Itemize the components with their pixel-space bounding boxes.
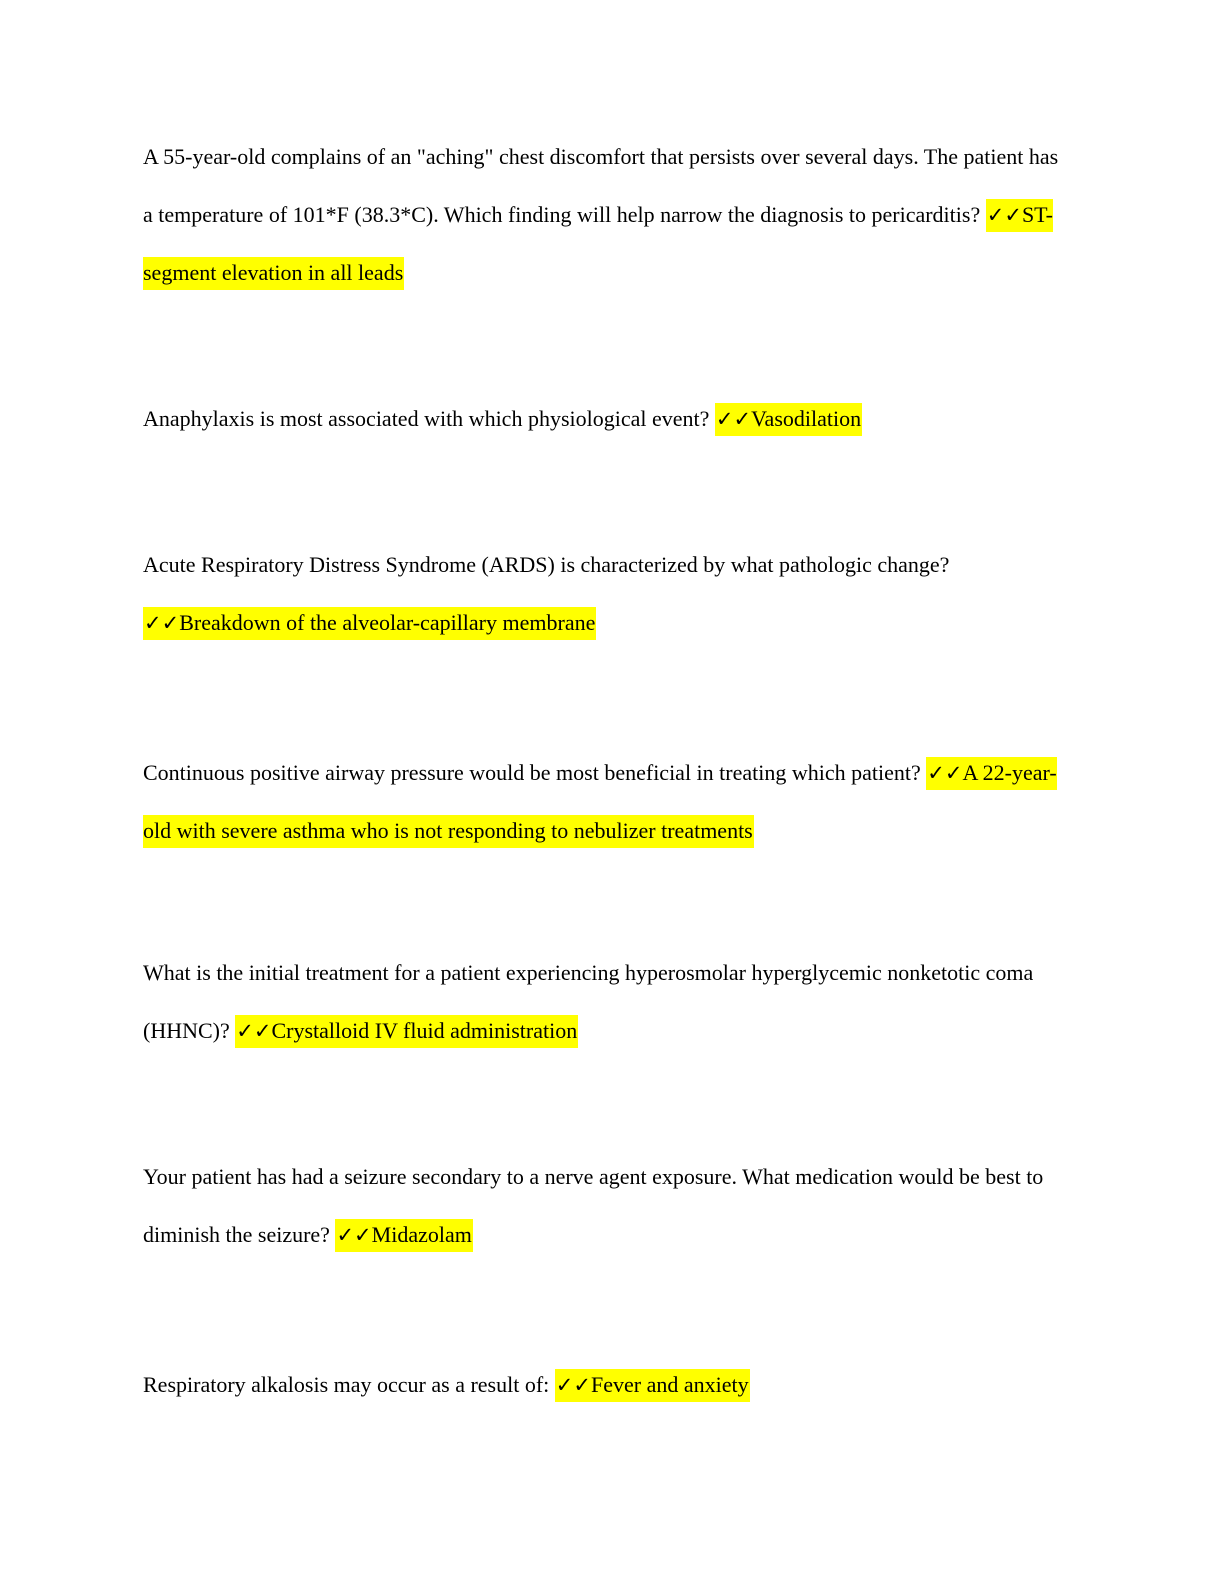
qa-item-4 (143, 744, 1068, 860)
question-text: Acute Respiratory Distress Syndrome (ARDS) is characterized by what pathologic change? (143, 552, 950, 577)
answer-text: Vasodilation (751, 406, 862, 431)
answer-highlight (555, 1369, 750, 1402)
answer-highlight (715, 403, 862, 436)
question-text: Your patient has had a seizure secondary to a nerve agent exposure. What medication would be best to diminish the seizure? (143, 1164, 1044, 1247)
question-text: A 55-year-old complains of an "aching" chest discomfort that persists over several days. The patient has a temperature of 101*F (38.3*C). Which finding will help narrow the diagnosis to pericarditis? (143, 144, 1059, 227)
answer-text: Breakdown of the alveolar-capillary membrane (179, 610, 596, 635)
qa-item-3 (143, 536, 1068, 652)
answer-text: Midazolam (371, 1222, 472, 1247)
qa-item-6 (143, 1148, 1068, 1264)
answer-text: Crystalloid IV fluid administration (271, 1018, 578, 1043)
double-check-icon: ✓✓ (236, 1019, 272, 1043)
question-text: Continuous positive airway pressure would be most beneficial in treating which patient? (143, 760, 921, 785)
question-text: What is the initial treatment for a patient experiencing hyperosmolar hyperglycemic nonketotic coma (HHNC)? (143, 960, 1034, 1043)
answer-highlight (335, 1219, 472, 1252)
answer-text: A 22-year-old with severe asthma who is not responding to nebulizer treatments (143, 760, 1057, 843)
qa-item-1 (143, 128, 1068, 302)
question-text: Anaphylaxis is most associated with which physiological event? (143, 406, 710, 431)
answer-highlight (143, 607, 596, 640)
answer-text: ST-segment elevation in all leads (143, 202, 1053, 285)
qa-item-2 (143, 390, 1068, 448)
double-check-icon: ✓✓ (715, 407, 752, 431)
double-check-icon: ✓✓ (555, 1373, 591, 1397)
double-check-icon: ✓✓ (986, 203, 1022, 227)
answer-highlight (235, 1015, 578, 1048)
question-text: Respiratory alkalosis may occur as a result of: (143, 1372, 550, 1397)
double-check-icon: ✓✓ (927, 761, 963, 785)
answer-text: Fever and anxiety (590, 1372, 749, 1397)
double-check-icon: ✓✓ (144, 611, 180, 635)
qa-item-5 (143, 944, 1068, 1060)
qa-item-7 (143, 1356, 1068, 1414)
double-check-icon: ✓✓ (336, 1223, 372, 1247)
